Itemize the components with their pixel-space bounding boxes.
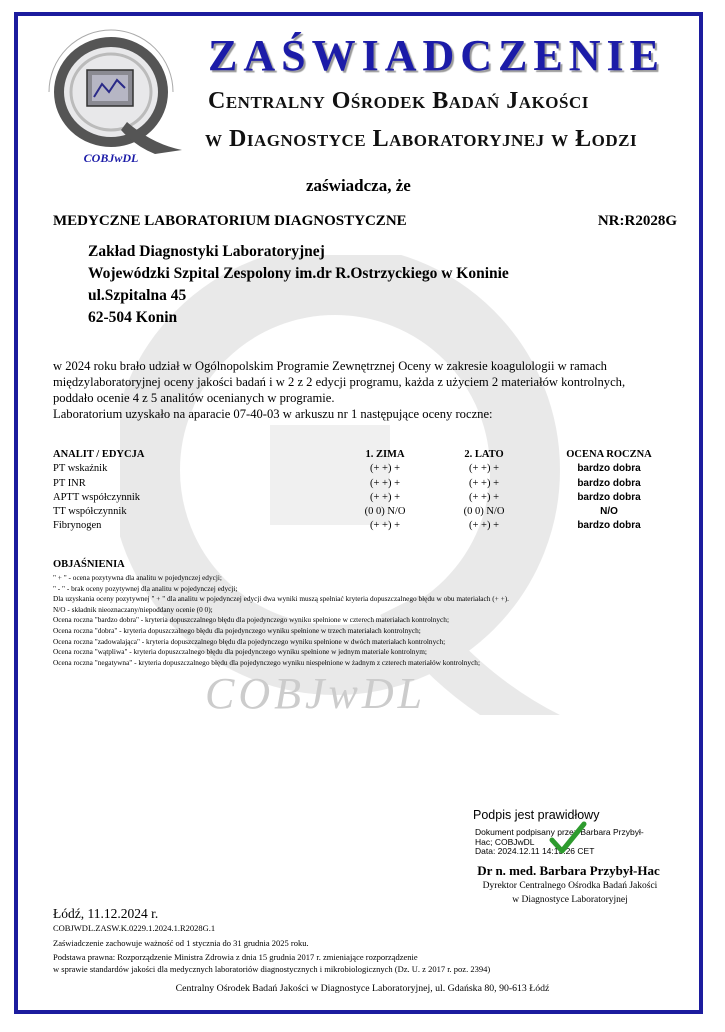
analyte-name: PT wskaźnik — [53, 463, 108, 475]
explanations-heading: OBJAŚNIENIA — [53, 559, 125, 570]
place-and-date: Łódź, 11.12.2024 r. — [53, 906, 159, 921]
annual-grade: bardzo dobra — [577, 491, 641, 503]
table-row — [53, 519, 685, 533]
header-edition-summer: 2. LATO — [464, 449, 504, 460]
explanation-line: Dla uzyskania oceny pozytywnej " + " dla analitu w pojedynczej edycji dwa wyniki muszą spełniać kryteria dopuszczalnego błędu w obu materiałach (+ +). — [53, 594, 509, 604]
table-row — [53, 462, 685, 476]
certificate-number: NR:R2028G — [597, 213, 677, 229]
analyte-name: APTT współczynnik — [53, 491, 141, 503]
table-row — [53, 491, 685, 505]
summer-result: (+ +) + — [468, 463, 499, 475]
signatory-role — [470, 879, 670, 907]
laboratory-type: MEDYCZNE LABORATORIUM DIAGNOSTYCZNE — [53, 213, 407, 229]
explanation-line: Ocena roczna "bardzo dobra" - kryteria dopuszczalnego błędu dla pojedynczego wyniku spełnione w czterech materiałach kontrolnych; — [53, 615, 449, 625]
body-text-line: poddało ocenie 4 z 5 analitów ocenianych w programie. — [53, 391, 335, 405]
header-annual-grade: OCENA ROCZNA — [566, 449, 652, 460]
signature-info-line: Data: 2024.12.11 14:13:26 CET — [475, 846, 595, 857]
signatory-role-line1: Dyrektor Centralnego Ośrodka Badań Jakości — [482, 881, 658, 891]
explanation-line: Ocena roczna "wątpliwa" - kryteria dopuszczalnego błędu dla pojedynczego wyniku spełnione w jednym materiale kontrolnym; — [53, 647, 427, 657]
winter-result: (0 0) N/O — [364, 506, 406, 518]
cobjwdl-q-logo-icon — [27, 22, 199, 170]
results-table — [53, 448, 685, 534]
summer-result: (0 0) N/O — [463, 506, 505, 518]
annual-grade: bardzo dobra — [577, 463, 641, 475]
body-text-line: w 2024 roku brało udział w Ogólnopolskim Programie Zewnętrznej Oceny w zakresie koagulologii w ramach — [53, 359, 607, 373]
signatory-role-line2: w Diagnostyce Laboratoryjnej — [512, 895, 628, 905]
signatory-name: Dr n. med. Barbara Przybył-Hac — [477, 863, 660, 878]
institution-name-line2: w Diagnostyce Laboratoryjnej w Łodzi — [205, 126, 638, 152]
certificate-title: ZAŚWIADCZENIE — [208, 31, 665, 80]
winter-result: (+ +) + — [369, 520, 400, 532]
annual-grade: bardzo dobra — [577, 477, 641, 489]
legal-basis-line1: Podstawa prawna: Rozporządzenie Ministra Zdrowia z dnia 15 grudnia 2017 r. zmieniające rozporządzenie — [53, 952, 418, 962]
header-edition-winter: 1. ZIMA — [365, 449, 405, 460]
explanation-line: Ocena roczna "zadowalająca" - kryteria dopuszczalnego błędu dla pojedynczego wyniku spełnione w dwóch materiałach kontrolnych; — [53, 636, 446, 646]
signature-valid-label: Podpis jest prawidłowy — [473, 808, 600, 822]
explanation-line: N/O - składnik nieoznaczany/niepoddany ocenie (0 0); — [53, 604, 213, 614]
document-code: COBJWDL.ZASW.K.0229.1.2024.1.R2028G.1 — [53, 923, 216, 933]
header-analyte: ANALIT / EDYCJA — [53, 449, 145, 460]
explanation-line: Ocena roczna "negatywna" - kryteria dopuszczalnego błędu dla pojedynczego wyniku niespełnione w żadnym z czterech materiałów kontrolnych; — [53, 657, 480, 667]
body-text-line: międzylaboratoryjnej oceny jakości badań i w 2 z 2 edycji programu, każda z użyciem 2 materiałów kontrolnych, — [53, 375, 626, 389]
address-line-hospital: Wojewódzki Szpital Zespolony im.dr R.Ostrzyckiego w Koninie — [88, 265, 509, 282]
signature-info-line: Hac; COBJwDL — [475, 836, 535, 847]
summer-result: (+ +) + — [468, 477, 499, 489]
annual-grade: bardzo dobra — [577, 520, 641, 532]
explanation-line: Ocena roczna "dobra" - kryteria dopuszczalnego błędu dla pojedynczego wyniku spełnione w trzech materiałach kontrolnych; — [53, 625, 421, 635]
validity-note: Zaświadczenie zachowuje ważność od 1 stycznia do 31 grudnia 2025 roku. — [53, 938, 309, 948]
institution-name-line1: Centralny Ośrodek Badań Jakości — [208, 88, 589, 114]
analyte-name: PT INR — [53, 477, 86, 489]
explanations-list — [53, 573, 509, 668]
legal-basis-line2: w sprawie standardów jakości dla medycznych laboratoriów diagnostycznych i mikrobiologicznych (Dz. U. z 2017 r. poz. 2394) — [53, 964, 491, 974]
results-header-row — [53, 448, 685, 462]
address-line-unit: Zakład Diagnostyki Laboratoryjnej — [88, 243, 325, 260]
footer-address: Centralny Ośrodek Badań Jakości w Diagnostyce Laboratoryjnej, ul. Gdańska 80, 90-613 Łódź — [175, 983, 550, 994]
watermark-text: COBJwDL — [205, 669, 427, 718]
table-row — [53, 477, 685, 491]
winter-result: (+ +) + — [369, 491, 400, 503]
summer-result: (+ +) + — [468, 520, 499, 532]
explanation-line: " + " - ocena pozytywna dla analitu w pojedynczej edycji; — [53, 573, 222, 582]
summer-result: (+ +) + — [468, 491, 499, 503]
address-line-city: 62-504 Konin — [88, 309, 178, 326]
signature-info-line: Dokument podpisany przez Barbara Przybył- — [475, 827, 644, 837]
winter-result: (+ +) + — [369, 477, 400, 489]
body-text-line: Laboratorium uzyskało na aparacie 07-40-03 w arkuszu nr 1 następujące oceny roczne: — [53, 407, 493, 421]
analyte-name: Fibrynogen — [53, 520, 102, 532]
logo-abbr: COBJwDL — [83, 151, 139, 165]
checkmark-icon — [548, 818, 588, 858]
table-row — [53, 505, 685, 519]
attests-phrase: zaświadcza, że — [306, 176, 411, 195]
analyte-name: TT współczynnik — [53, 506, 127, 518]
address-line-street: ul.Szpitalna 45 — [88, 287, 187, 304]
winter-result: (+ +) + — [369, 463, 400, 475]
annual-grade: N/O — [600, 506, 618, 518]
explanation-line: " - " - brak oceny pozytywnej dla analitu w pojedynczej edycji; — [53, 583, 238, 593]
